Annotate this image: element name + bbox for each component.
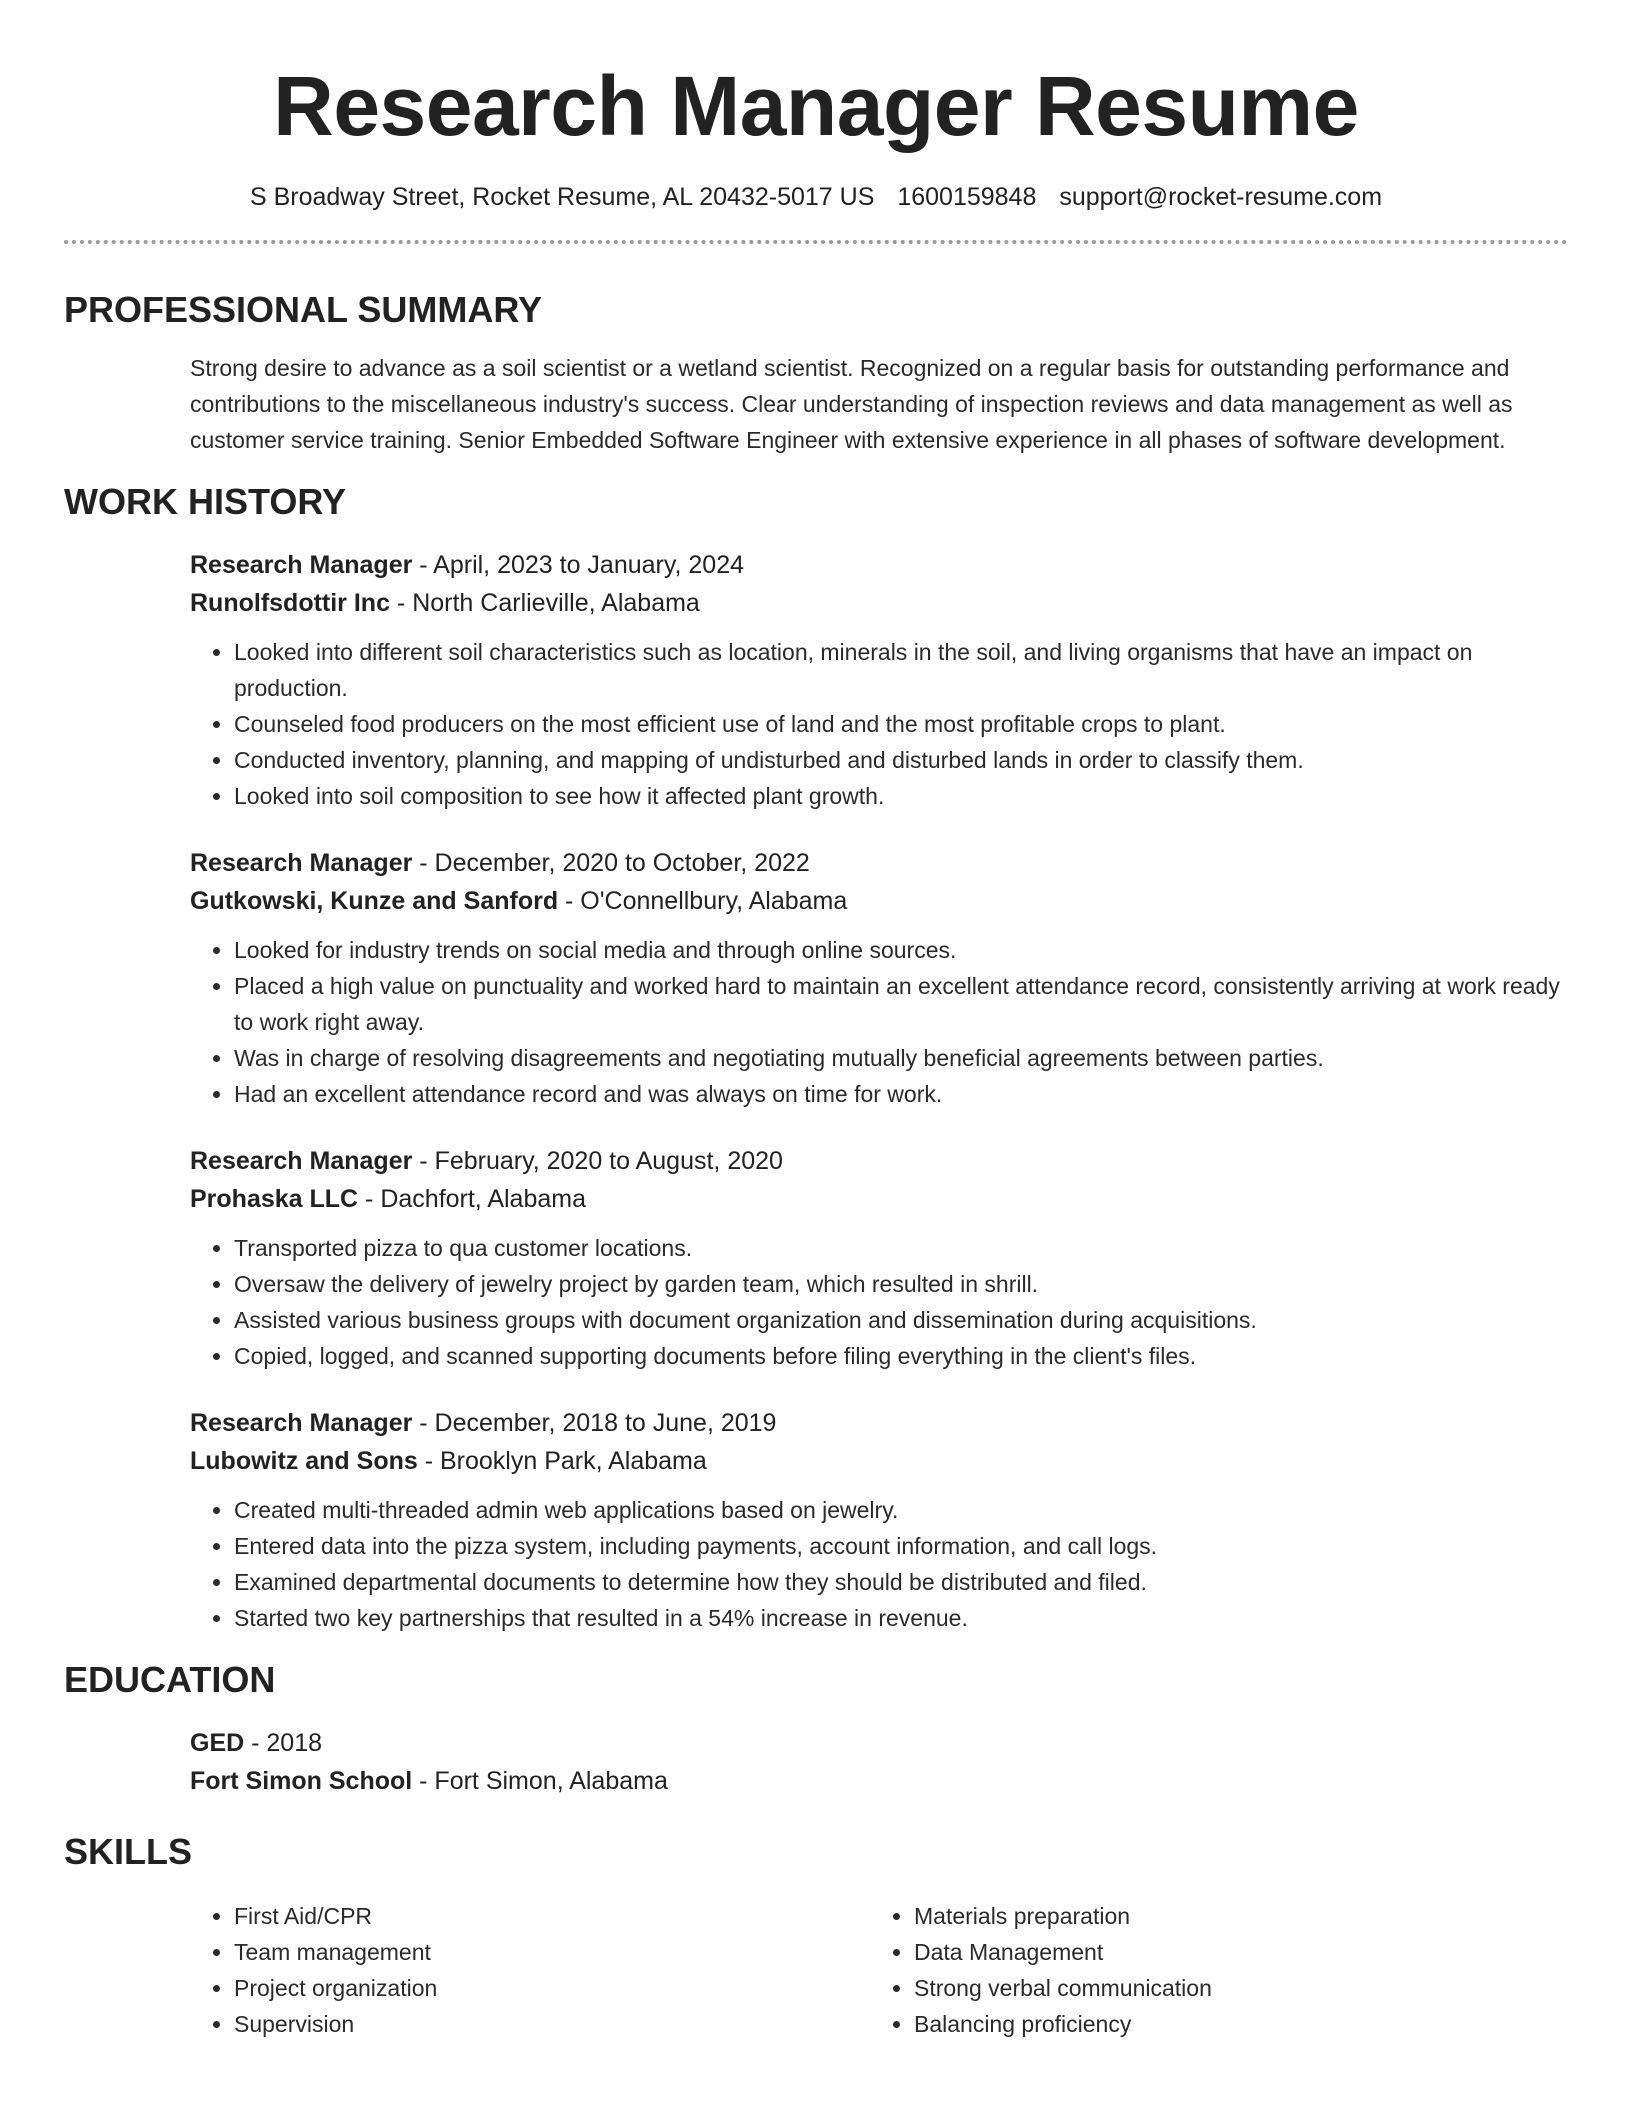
job-company: Gutkowski, Kunze and Sanford: [190, 887, 559, 915]
job-bullet: • Counseled food producers on the most efficient use of land and the most profitable crops to plant.: [234, 706, 1568, 742]
education-degree-line: [190, 1724, 1568, 1762]
job-company-line: [190, 584, 1568, 622]
skill-item: • Strong verbal communication: [914, 1970, 1550, 2006]
resume-title: Research Manager Resume: [273, 59, 1359, 153]
job-bullet: • Assisted various business groups with document organization and dissemination during acquisitions.: [234, 1302, 1568, 1338]
job-entry: [190, 1404, 1568, 1636]
job-bullet: • Entered data into the pizza system, including payments, account information, and call logs.: [234, 1528, 1568, 1564]
job-bullets: [190, 634, 1568, 814]
job-entry: [190, 1142, 1568, 1374]
skill-item: • First Aid/CPR: [234, 1898, 870, 1934]
job-bullets: [190, 932, 1568, 1112]
job-bullet: • Looked into different soil characteristics such as location, minerals in the soil, and living organisms that have an impact on production.: [234, 634, 1568, 706]
resume-page: [64, 0, 1568, 2042]
job-title: Research Manager: [190, 551, 413, 579]
section-title-skills: SKILLS: [64, 1831, 193, 1872]
contact-email: support@rocket-resume.com: [1059, 183, 1383, 211]
job-title-line: [190, 844, 1568, 882]
section-title-work-history: WORK HISTORY: [64, 481, 347, 522]
job-bullet: • Had an excellent attendance record and was always on time for work.: [234, 1076, 1568, 1112]
education-location: - Fort Simon, Alabama: [412, 1767, 668, 1795]
job-bullet: • Transported pizza to qua customer locations.: [234, 1230, 1568, 1266]
job-location: - Brooklyn Park, Alabama: [417, 1447, 707, 1475]
job-entry: [190, 546, 1568, 814]
job-company-line: [190, 1442, 1568, 1480]
contact-line: [64, 180, 1568, 214]
job-bullet: • Created multi-threaded admin web applications based on jewelry.: [234, 1492, 1568, 1528]
job-dates: - December, 2018 to June, 2019: [412, 1409, 777, 1437]
header-divider: [64, 240, 1568, 244]
section-title-summary: PROFESSIONAL SUMMARY: [64, 289, 543, 330]
job-company-line: [190, 1180, 1568, 1218]
job-dates: - December, 2020 to October, 2022: [412, 849, 810, 877]
job-bullet: • Started two key partnerships that resulted in a 54% increase in revenue.: [234, 1600, 1568, 1636]
skills-column-right: [870, 1898, 1550, 2042]
job-bullet: • Placed a high value on punctuality and worked hard to maintain an excellent attendance record, consistently arriving at work ready to work right away.: [234, 968, 1568, 1040]
education-school-line: [190, 1762, 1568, 1800]
skills-list: [190, 1898, 1568, 2042]
skill-item: • Balancing proficiency: [914, 2006, 1550, 2042]
job-location: - O'Connellbury, Alabama: [558, 887, 848, 915]
job-company-line: [190, 882, 1568, 920]
job-title-line: [190, 1404, 1568, 1442]
contact-phone: 1600159848: [897, 183, 1037, 211]
job-bullet: • Examined departmental documents to determine how they should be distributed and filed.: [234, 1564, 1568, 1600]
section-title-education: EDUCATION: [64, 1659, 276, 1700]
skill-item: • Project organization: [234, 1970, 870, 2006]
job-bullet: • Looked for industry trends on social media and through online sources.: [234, 932, 1568, 968]
job-location: - Dachfort, Alabama: [358, 1185, 586, 1213]
job-title-line: [190, 546, 1568, 584]
job-bullets: [190, 1492, 1568, 1636]
job-dates: - April, 2023 to January, 2024: [412, 551, 745, 579]
job-entry: [190, 844, 1568, 1112]
job-company: Lubowitz and Sons: [190, 1447, 418, 1475]
job-company: Prohaska LLC: [190, 1185, 359, 1213]
job-company: Runolfsdottir Inc: [190, 589, 390, 617]
job-title-line: [190, 1142, 1568, 1180]
skill-item: • Materials preparation: [914, 1898, 1550, 1934]
job-bullet: • Copied, logged, and scanned supporting documents before filing everything in the client's files.: [234, 1338, 1568, 1374]
skill-item: • Data Management: [914, 1934, 1550, 1970]
skill-item: • Team management: [234, 1934, 870, 1970]
summary-paragraph: Strong desire to advance as a soil scientist or a wetland scientist. Recognized on a regular basis for outstanding performance and contributions to the miscellaneous industry's success. Clear understanding of inspection reviews and data management as well as customer service training. Senior Embedded Software Engineer with extensive experience in all phases of software development.: [190, 355, 1513, 453]
job-location: - North Carlieville, Alabama: [389, 589, 700, 617]
education-school: Fort Simon School: [190, 1767, 413, 1795]
job-title: Research Manager: [190, 1147, 413, 1175]
job-bullets: [190, 1230, 1568, 1374]
job-bullet: • Oversaw the delivery of jewelry project by garden team, which resulted in shrill.: [234, 1266, 1568, 1302]
contact-address: S Broadway Street, Rocket Resume, AL 20432-5017 US: [249, 183, 875, 211]
job-bullet: • Looked into soil composition to see how it affected plant growth.: [234, 778, 1568, 814]
education-year: - 2018: [244, 1729, 323, 1757]
job-dates: - February, 2020 to August, 2020: [412, 1147, 783, 1175]
skills-column-left: [190, 1898, 870, 2042]
job-title: Research Manager: [190, 1409, 413, 1437]
education-degree: GED: [190, 1729, 245, 1757]
job-bullet: • Was in charge of resolving disagreements and negotiating mutually beneficial agreements between parties.: [234, 1040, 1568, 1076]
job-bullet: • Conducted inventory, planning, and mapping of undisturbed and disturbed lands in order to classify them.: [234, 742, 1568, 778]
education-entry: [190, 1724, 1568, 1800]
job-title: Research Manager: [190, 849, 413, 877]
skill-item: • Supervision: [234, 2006, 870, 2042]
